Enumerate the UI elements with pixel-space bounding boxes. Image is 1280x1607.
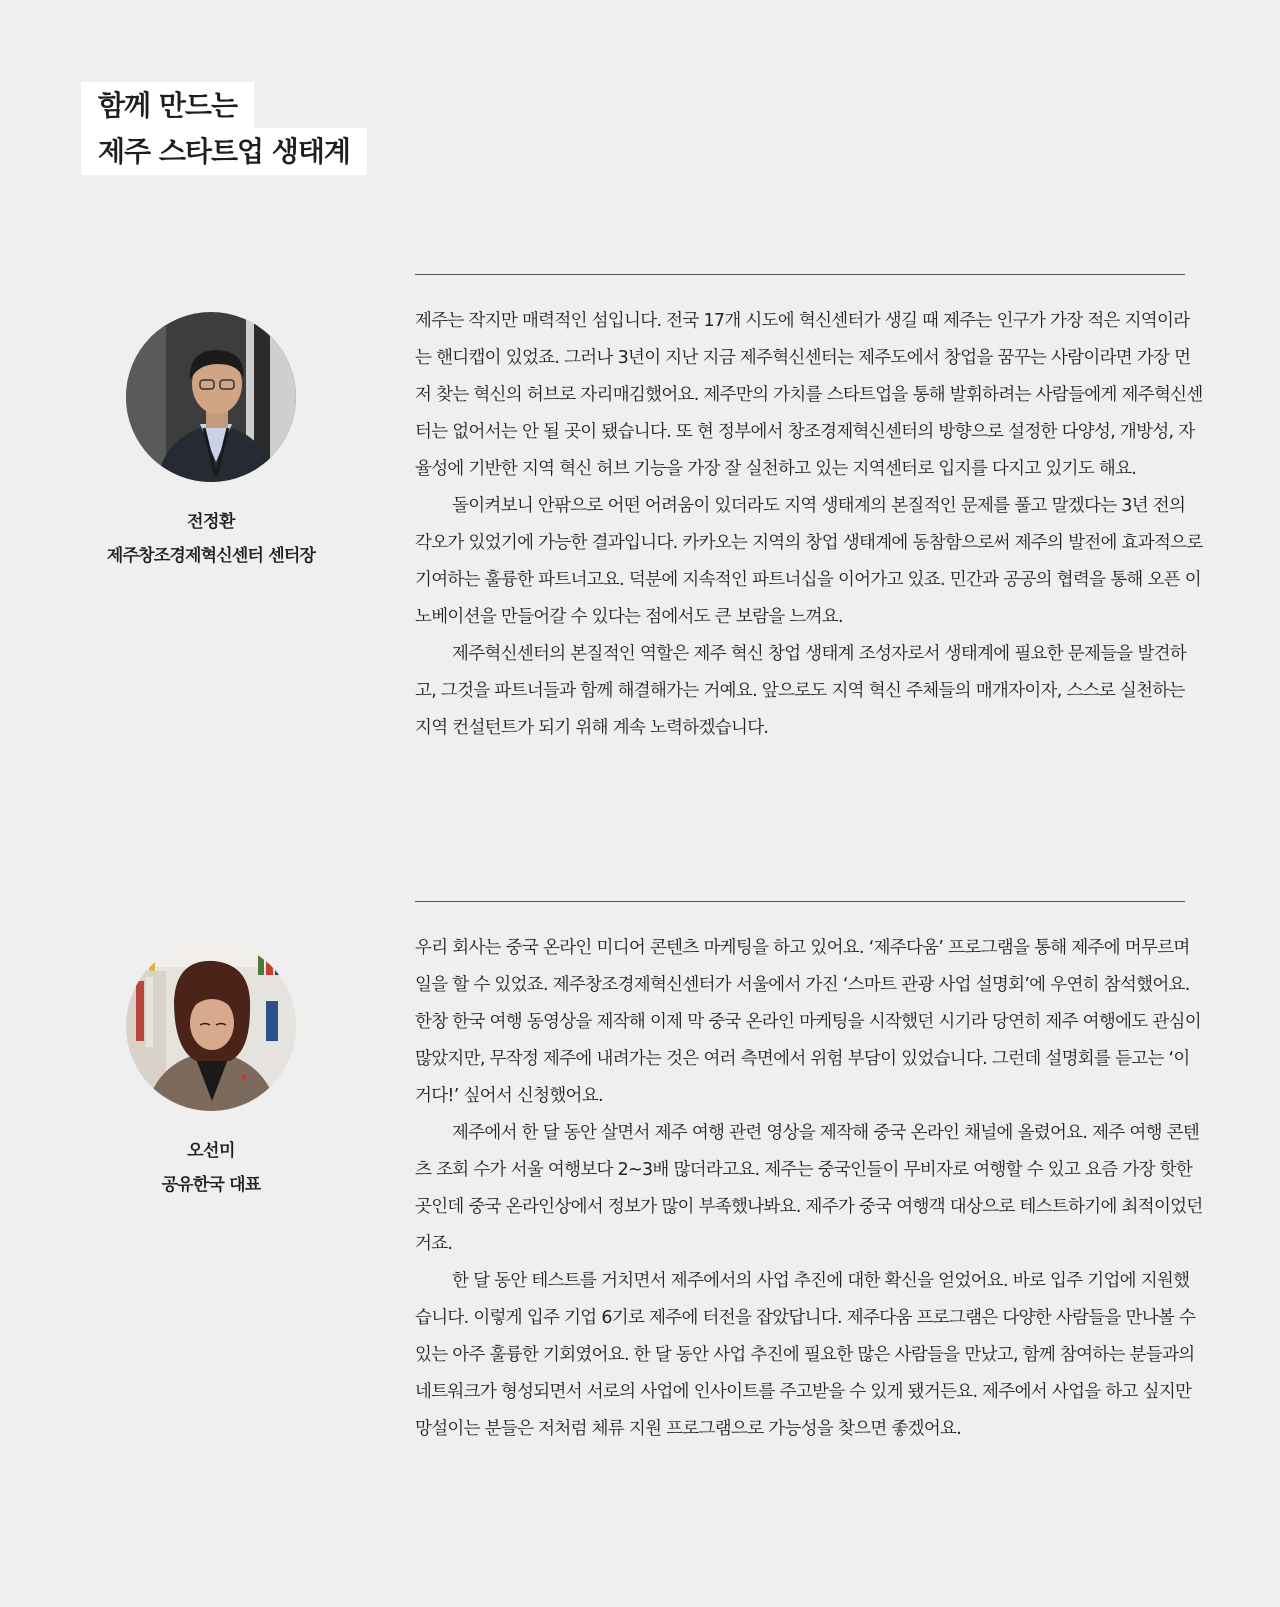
avatar	[126, 312, 296, 482]
section-divider	[415, 274, 1185, 275]
page-title	[81, 82, 367, 175]
interview-text	[415, 303, 1205, 747]
person-info	[60, 1134, 362, 1202]
paragraph: 제주에서 한 달 동안 살면서 제주 여행 관련 영상을 제작해 중국 온라인 채널에 올렸어요. 제주 여행 콘텐츠 조회 수가 서울 여행보다 2~3배 많더라고요. 제주는 중국인들이 무비자로 여행할 수 있고 요즘 가장 핫한 곳인데 중국 온라인상에서 정보가 많이 부족했나봐요. 제주가 중국 여행객 대상으로 테스트하기에 최적이었던 거죠.	[415, 1123, 1203, 1254]
interview-text	[415, 930, 1205, 1448]
portrait-photo	[126, 941, 296, 1111]
paragraph: 우리 회사는 중국 온라인 미디어 콘텐츠 마케팅을 하고 있어요. ‘제주다움’ 프로그램을 통해 제주에 머무르며 일을 할 수 있었죠. 제주창조경제혁신센터가 서울에서 가진 ‘스마트 관광 사업 설명회’에 우연히 참석했어요. 한창 한국 여행 동영상을 제작해 이제 막 중국 온라인 마케팅을 시작했던 시기라 당연히 제주 여행에도 관심이 많았지만, 무작정 제주에 내려가는 것은 여러 측면에서 위험 부담이 있었습니다. 그런데 설명회를 듣고는 ‘이거다!’ 싶어서 신청했어요.	[415, 938, 1201, 1106]
paragraph: 한 달 동안 테스트를 거치면서 제주에서의 사업 추진에 대한 확신을 얻었어요. 바로 입주 기업에 지원했습니다. 이렇게 입주 기업 6기로 제주에 터전을 잡았답니다. 제주다움 프로그램은 다양한 사람들을 만나볼 수 있는 아주 훌륭한 기회였어요. 한 달 동안 사업 추진에 필요한 많은 사람들을 만났고, 함께 참여하는 분들과의 네트워크가 형성되면서 서로의 사업에 인사이트를 주고받을 수 있게 됐거든요. 제주에서 사업을 하고 싶지만 망설이는 분들은 저처럼 체류 지원 프로그램으로 가능성을 찾으면 좋겠어요.	[415, 1271, 1196, 1439]
section-divider	[415, 901, 1185, 902]
title-line-1: 함께 만드는	[81, 82, 254, 129]
person-info	[60, 505, 362, 573]
paragraph: 돌이켜보니 안팎으로 어떤 어려움이 있더라도 지역 생태계의 본질적인 문제를 풀고 말겠다는 3년 전의 각오가 있었기에 가능한 결과입니다. 카카오는 지역의 창업 생태계에 동참함으로써 제주의 발전에 효과적으로 기여하는 훌륭한 파트너고요. 덕분에 지속적인 파트너십을 이어가고 있죠. 민간과 공공의 협력을 통해 오픈 이노베이션을 만들어갈 수 있다는 점에서도 큰 보람을 느껴요.	[415, 496, 1203, 627]
person-role: 공유한국 대표	[161, 1175, 261, 1195]
portrait-photo	[126, 312, 296, 482]
person-name: 전정환	[187, 512, 235, 532]
person-role: 제주창조경제혁신센터 센터장	[106, 546, 316, 566]
paragraph: 제주는 작지만 매력적인 섬입니다. 전국 17개 시도에 혁신센터가 생길 때 제주는 인구가 가장 적은 지역이라는 핸디캡이 있었죠. 그러나 3년이 지난 지금 제주혁신센터는 제주도에서 창업을 꿈꾸는 사람이라면 가장 먼저 찾는 혁신의 허브로 자리매김했어요. 제주만의 가치를 스타트업을 통해 발휘하려는 사람들에게 제주혁신센터는 없어서는 안 될 곳이 됐습니다. 또 현 정부에서 창조경제혁신센터의 방향으로 설정한 다양성, 개방성, 자율성에 기반한 지역 혁신 허브 기능을 가장 잘 실천하고 있는 지역센터로 입지를 다지고 있기도 해요.	[415, 311, 1203, 479]
avatar	[126, 941, 296, 1111]
title-line-2: 제주 스타트업 생태계	[81, 128, 367, 175]
paragraph: 제주혁신센터의 본질적인 역할은 제주 혁신 창업 생태계 조성자로서 생태계에 필요한 문제들을 발견하고, 그것을 파트너들과 함께 해결해가는 거예요. 앞으로도 지역 혁신 주체들의 매개자이자, 스스로 실천하는 지역 컨설턴트가 되기 위해 계속 노력하겠습니다.	[415, 644, 1187, 738]
person-name: 오선미	[187, 1141, 235, 1161]
